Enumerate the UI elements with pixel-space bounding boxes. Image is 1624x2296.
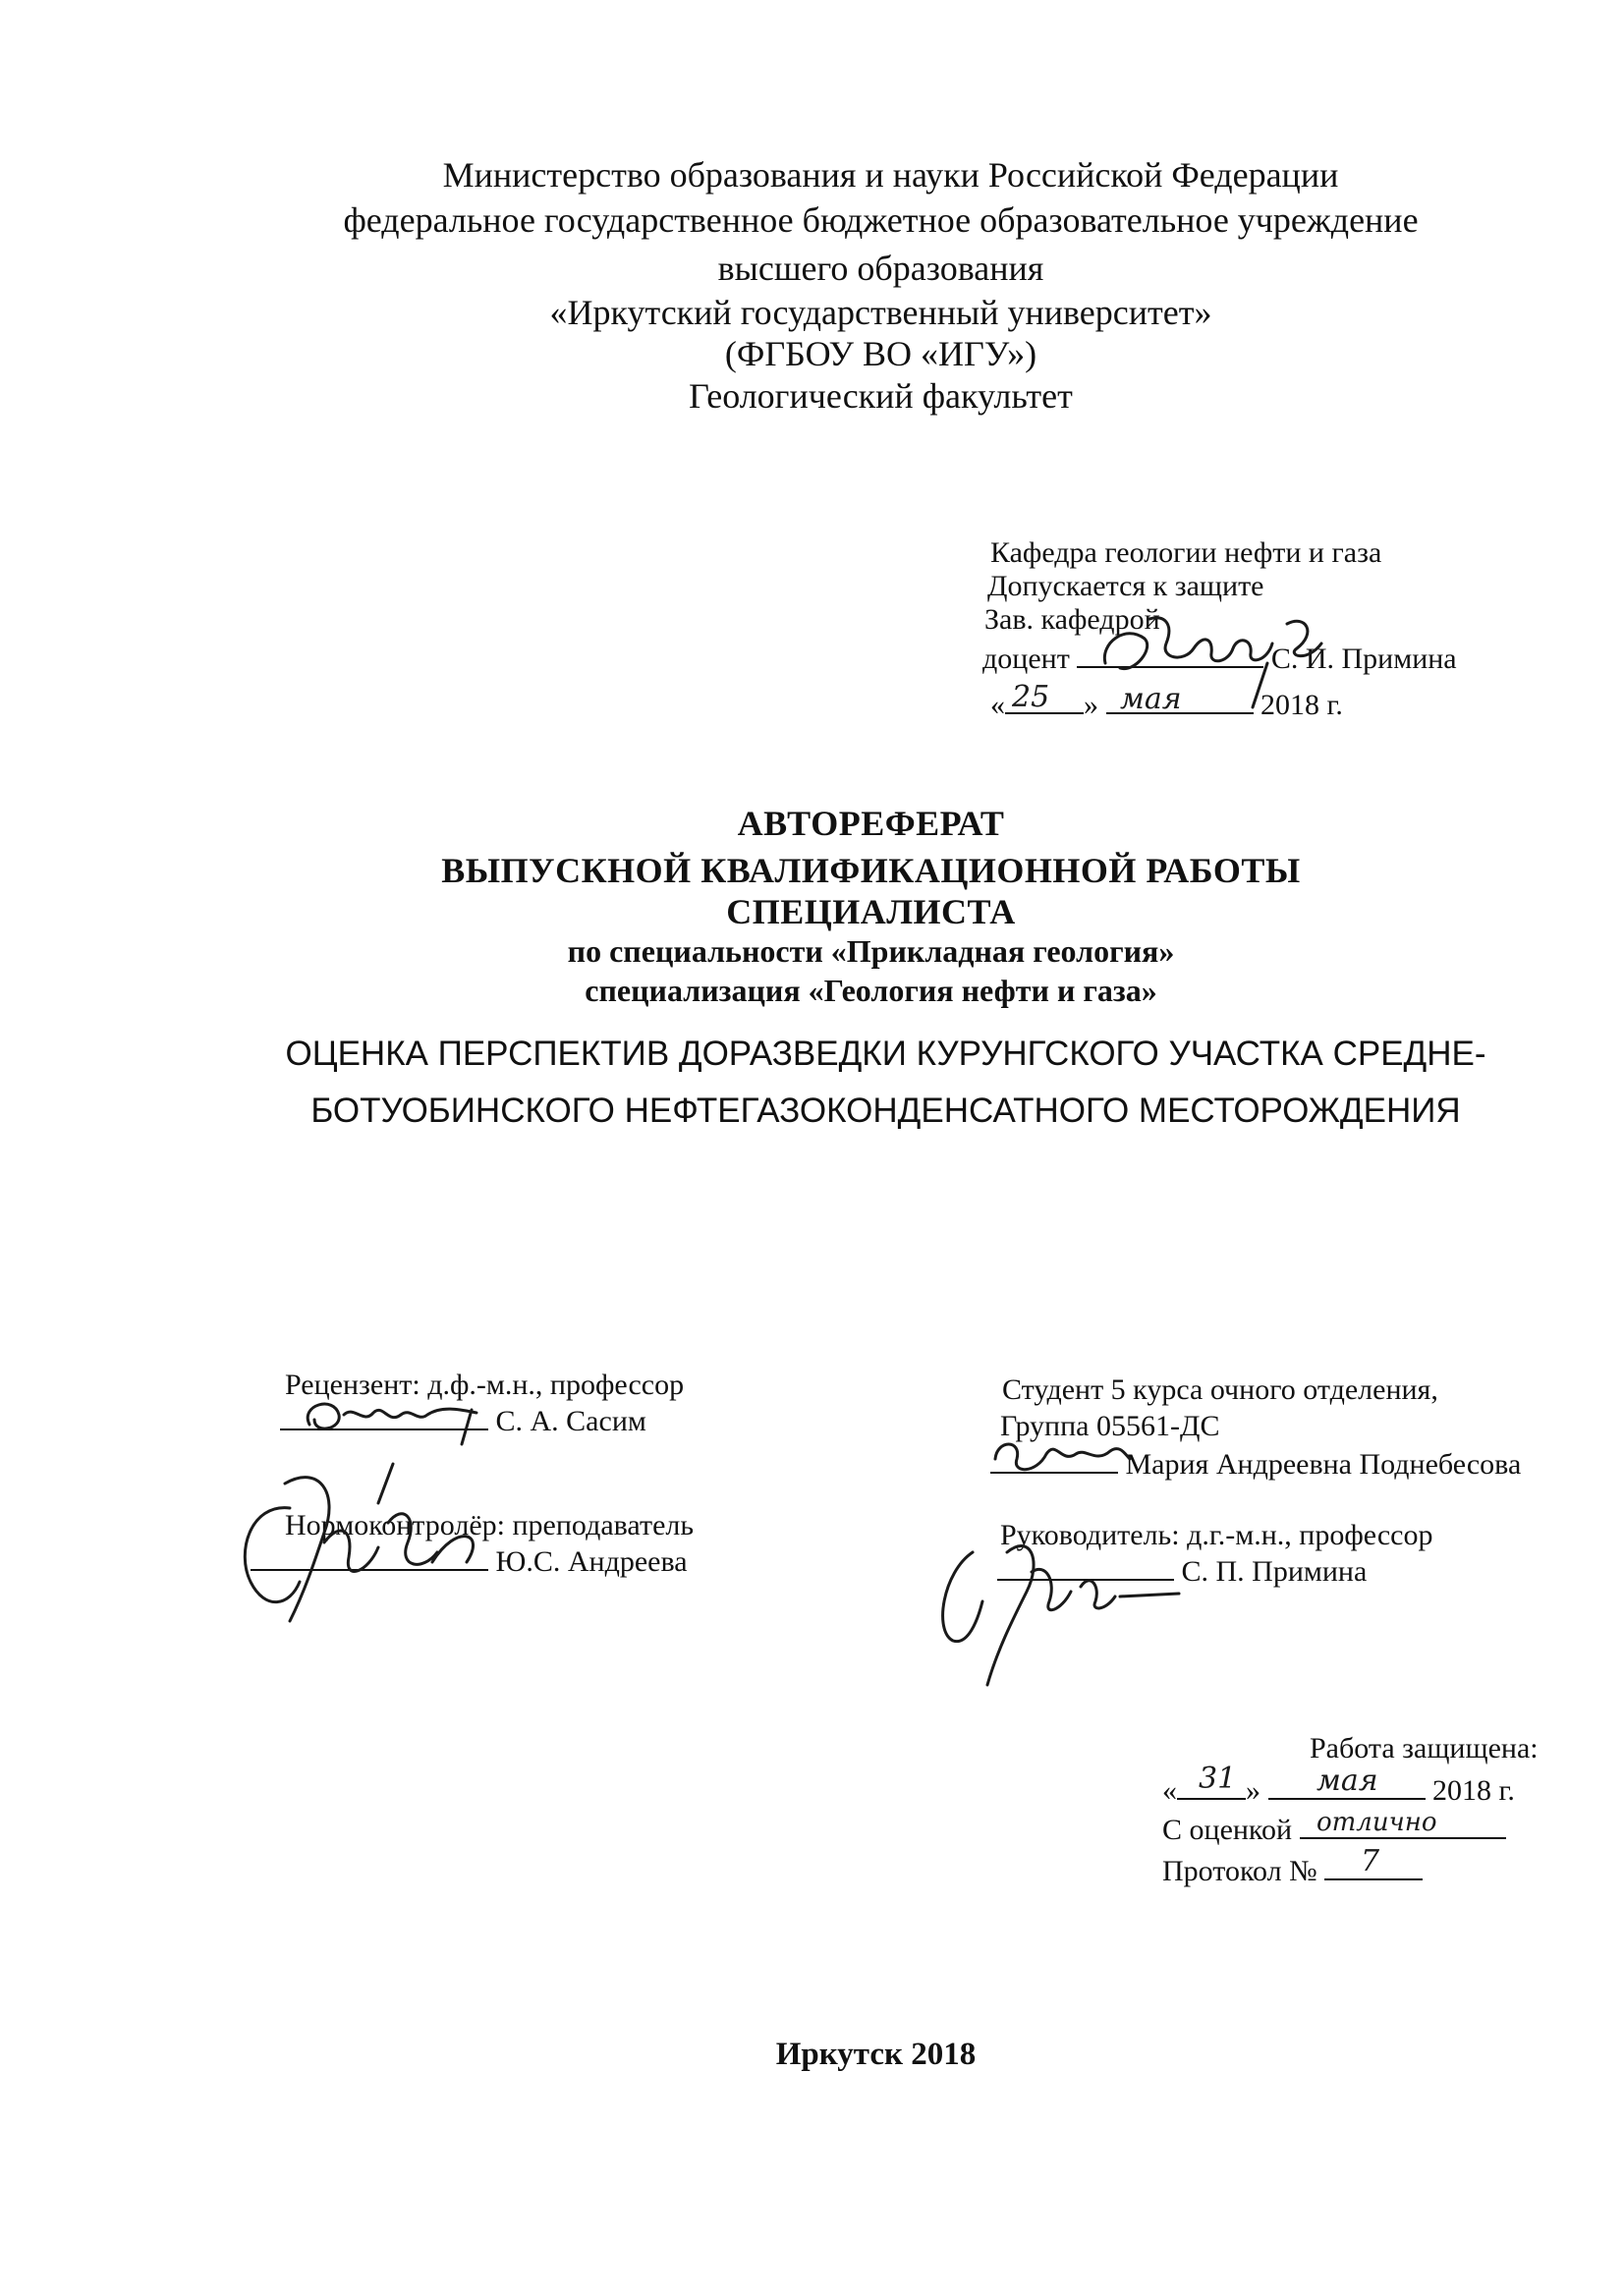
student-group: Группа 05561-ДС xyxy=(1000,1410,1220,1442)
specialization-line: специализация «Геология нефти и газа» xyxy=(585,973,1157,1008)
topic-line-2: БОТУОБИНСКОГО НЕФТЕГАЗОКОНДЕНСАТНОГО МЕСТОРОЖДЕНИЯ xyxy=(310,1092,1461,1130)
department-label: Кафедра геологии нефти и газа xyxy=(990,536,1382,569)
student-name: Мария Андреевна Поднебесова xyxy=(1125,1448,1522,1481)
student-signature-icon xyxy=(987,1429,1135,1488)
approval-day-handwritten: 25 xyxy=(1012,680,1050,714)
defense-day-blank xyxy=(1177,1797,1246,1800)
grade-handwritten: отлично xyxy=(1316,1808,1437,1837)
head-label: Зав. кафедрой xyxy=(984,603,1160,636)
university-name-line: «Иркутский государственный университет» xyxy=(549,293,1212,332)
doc-type-title: АВТОРЕФЕРАТ xyxy=(737,804,1005,843)
education-level-line: высшего образования xyxy=(717,249,1044,288)
protocol-row xyxy=(1162,1857,1423,1886)
head-name: С. И. Примина xyxy=(1270,643,1457,675)
defense-day-handwritten: 31 xyxy=(1199,1762,1237,1796)
defense-label: Работа защищена: xyxy=(1310,1732,1539,1764)
defense-date-row: « » 2018 г. xyxy=(1162,1774,1515,1807)
normcontrol-label: Нормоконтролёр: преподаватель xyxy=(285,1509,695,1541)
university-abbr-line: (ФГБОУ ВО «ИГУ») xyxy=(724,334,1037,373)
reviewer-label: Рецензент: д.ф.-м.н., профессор xyxy=(285,1369,685,1401)
defense-month-handwritten: мая xyxy=(1316,1764,1378,1798)
approval-month-handwritten: мая xyxy=(1120,682,1182,716)
ministry-line: Министерство образования и науки Российской Федерации xyxy=(442,155,1339,195)
supervisor-signature-icon xyxy=(933,1513,1189,1690)
student-label: Студент 5 курса очного отделения, xyxy=(1002,1373,1438,1406)
supervisor-label: Руководитель: д.г.-м.н., профессор xyxy=(1000,1519,1433,1551)
grade-label: С оценкой xyxy=(1162,1814,1293,1846)
protocol-handwritten: 7 xyxy=(1361,1844,1380,1878)
specialty-line: по специальности «Прикладная геология» xyxy=(567,933,1175,969)
degree-title: СПЕЦИАЛИСТА xyxy=(726,892,1016,931)
normcontrol-signature-icon xyxy=(231,1464,506,1641)
position-label: доцент xyxy=(982,643,1070,675)
topic-line-1: ОЦЕНКА ПЕРСПЕКТИВ ДОРАЗВЕДКИ КУРУНГСКОГО УЧАСТКА СРЕДНЕ- xyxy=(285,1035,1486,1073)
admitted-label: Допускается к защите xyxy=(987,570,1264,602)
protocol-label: Протокол № xyxy=(1162,1855,1317,1887)
reviewer-name: С. А. Сасим xyxy=(495,1405,646,1437)
reviewer-signature-icon xyxy=(295,1385,491,1454)
city-year-footer: Иркутск 2018 xyxy=(775,2037,977,2072)
approval-date-row: « » 2018 г. xyxy=(990,689,1343,721)
institution-type-line: федеральное государственное бюджетное образовательное учреждение xyxy=(343,200,1419,240)
faculty-line: Геологический факультет xyxy=(689,376,1073,416)
supervisor-name: С. П. Примина xyxy=(1181,1555,1368,1588)
normcontrol-name: Ю.С. Андреева xyxy=(495,1545,688,1578)
work-type-title: ВЫПУСКНОЙ КВАЛИФИКАЦИОННОЙ РАБОТЫ xyxy=(441,851,1301,890)
